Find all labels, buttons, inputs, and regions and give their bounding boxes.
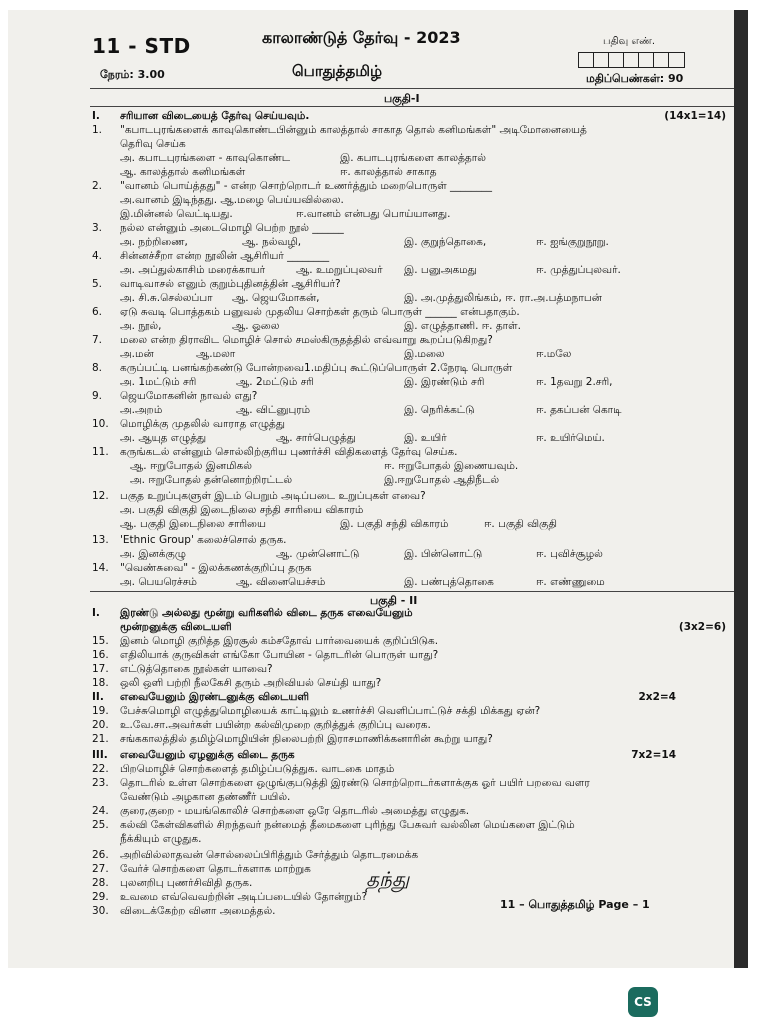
option: ஈ. 1தவறு 2.சரி, (536, 376, 613, 388)
option: இ. அ.முத்துலிங்கம், ஈ. ரா.அ.பத்மநாபன் (404, 292, 602, 304)
question: 14. "வெண்சுவை" - இலக்கணக்குறிப்பு தருக (92, 562, 312, 574)
option: ஈ. ஈறுபோதல் இணையவும். (384, 460, 519, 472)
question: 23. தொடரில் உள்ள சொற்களை ஒழுங்குபடுத்தி இரண்டு சொற்றொடர்களாக்குக ஓர் பயிர் பறவை வளர (92, 777, 590, 789)
question: 18. ஒலி ஒளி பற்றி நீலகேசி தரும் அறிவியல் செய்தி யாது? (92, 677, 382, 689)
exam-title: காலாண்டுத் தேர்வு - 2023 (262, 28, 461, 47)
question: 26. அறிவில்லாதவன் சொல்லைப்பிரித்தும் சேர்த்தும் தொடரமைக்க (92, 849, 419, 861)
question-text-continued: தெரிவு செய்க (120, 138, 186, 150)
option: ஆ. ஓலை (232, 320, 280, 332)
option: ஆ. ஜெயமோகன், (232, 292, 320, 304)
option: இ. உயிர் (404, 432, 447, 444)
section-instruction: I. இரண்டு அல்லது மூன்று வரிகளில் விடை தருக எவையேனும் (92, 607, 413, 619)
question: 8. கருப்பட்டி பனங்கற்கண்டு போன்றவை1.மதிப்பு கூட்டுப்பொருள் 2.நேரடி பொருள் (92, 362, 513, 374)
total-marks: மதிப்பெண்கள்: 90 (586, 72, 684, 85)
option: ஆ. நல்வழி, (242, 236, 302, 248)
option: அ.மன் (120, 348, 154, 360)
question: 13. 'Ethnic Group' கலைச்சொல் தருக. (92, 534, 287, 546)
option: இ. பண்புத்தொகை (404, 576, 494, 588)
register-number-label: பதிவு எண். (603, 36, 656, 47)
option: ஆ. சார்பெழுத்து (276, 432, 356, 444)
option: அ. ஈறுபோதல் தன்னொற்றிரட்டல் (130, 474, 293, 486)
question: 17. எட்டுத்தொகை நூல்கள் யாவை? (92, 663, 273, 675)
option: அ.வானம் இடிந்தது. ஆ.மழை பெய்யவில்லை. (120, 194, 344, 206)
header-divider (90, 88, 734, 89)
option: ஆ. விட்னுபுரம் (236, 404, 311, 416)
question: 5. வாடிவாசல் எனும் குறும்புதினத்தின் ஆசிரியர்? (92, 278, 341, 290)
question-text-continued: நீக்கியும் எழுதுக. (120, 833, 202, 845)
option: அ. ஆயுத எழுத்து (120, 432, 207, 444)
option: ஆ. வினையெச்சம் (236, 576, 326, 588)
option: ஈ.வானம் என்பது பொய்யானது. (296, 208, 451, 220)
option: அ. அப்துல்காசிம் மரைக்காயர் (120, 264, 266, 276)
option: அ. நற்றிணை, (120, 236, 188, 248)
question: 2. "வானம் பொய்த்தது" - என்ற சொற்றொடர் உணர்த்தும் மறைபொருள் ________ (92, 180, 493, 192)
option: அ. கபாடபுரங்களை - காவுகொண்ட (120, 152, 291, 164)
option: ஆ. பகுதி இடைநிலை சாரியை (120, 518, 266, 530)
part2-divider (90, 591, 734, 592)
question: 16. எதிலியாக் குருவிகள் எங்கோ போயின - தொடரின் பொருள் யாது? (92, 649, 439, 661)
option: ஆ. காலத்தால் கனிமங்கள் (120, 166, 246, 178)
section-instruction-continued: மூன்றனுக்கு விடையளி (3x2=6) (120, 621, 726, 633)
option: இ. பின்னொட்டு (404, 548, 483, 560)
question: 20. உ.வே.சா.அவர்கள் பயின்ற கல்விமுறை குறித்துக் குறிப்பு வரைக. (92, 719, 431, 731)
handwritten-signature: தந்து (366, 867, 410, 891)
question: 9. ஜெயமோகனின் நாவல் எது? (92, 390, 258, 402)
question: 24. குரை,குறை - மயங்கொலிச் சொற்களை ஒரே தொடரில் அமைத்து எழுதுக. (92, 805, 470, 817)
option: அ.அறம் (120, 404, 163, 416)
option: ஈ. தகப்பன் கொடி (536, 404, 622, 416)
part1-instruction: I. சரியான விடையைத் தேர்வு செய்யவும். (14x1=14) (92, 110, 726, 122)
option: ஈ. பகுதி விகுதி (484, 518, 557, 530)
option: இ.மலை (404, 348, 445, 360)
option: ஆ. 2மட்டும் சரி (236, 376, 314, 388)
option: இ. பகுதி சந்தி விகாரம் (340, 518, 449, 530)
question: 11. கருங்கடல் என்னும் சொல்லிற்குரிய புணர்ச்சி விதிகளைத் தேர்வு செய்க. (92, 446, 458, 458)
part1-heading: பகுதி-I (384, 92, 420, 105)
question: 28. புலனறிபு புணர்சிவிதி தருக. (92, 877, 253, 889)
question: 6. ஏடு சுவடி பொத்தகம் பனுவல் முதலிய சொற்கள் தரும் பொருள் ______ என்பதாகும். (92, 306, 520, 318)
page-shadow-edge (734, 10, 748, 968)
option: அ. பகுதி விகுதி இடைநிலை சந்தி சாரியை விகாரம் (120, 504, 364, 516)
option: இ. கபாடபுரங்களை காலத்தால் (340, 152, 486, 164)
question: 3. நல்ல என்னும் அடைமொழி பெற்ற நூல் ______ (92, 222, 344, 234)
question: 10. மொழிக்கு முதலில் வாராத எழுத்து (92, 418, 285, 430)
option: இ. பனுஅகமது (404, 264, 477, 276)
question: 1. "கபாடபுரங்களைக் காவுகொண்டபின்னும் காலத்தால் சாகாத தொல் கனிமங்கள்" அடிமோனையைத் (92, 124, 587, 136)
question: 12. பகுத உறுப்புகளுள் இடம் பெறும் அடிப்படை உறுப்புகள் எவை? (92, 490, 426, 502)
question: 21. சங்ககாலத்தில் தமிழ்மொழியின் நிலைபற்றி இராசமாணிக்கனாரின் கூற்று யாது? (92, 733, 493, 745)
question: 25. கல்வி கேள்விகளில் சிறந்தவர் நன்மைத் தீமைகளை புரிந்து பேசுவர் வல்லின மெய்களை இட்டும் (92, 819, 575, 831)
option: ஆ. ஈறுபோதல் இனமிகல் (130, 460, 252, 472)
option: ஈ. புவிச்சூழல் (536, 548, 603, 560)
option: இ. இரண்டும் சரி (404, 376, 485, 388)
part2-heading: பகுதி - II (370, 594, 418, 607)
section-instruction: II. எவையேனும் இரண்டனுக்கு விடையளி 2x2=4 (92, 691, 676, 703)
option: ஆ. உமறுப்புலவர் (296, 264, 383, 276)
question: 29. உவமை எவ்வெவற்றின் அடிப்படையில் தோன்றும்? (92, 891, 368, 903)
option: இ. குறுந்தொகை, (404, 236, 487, 248)
option: அ. இனக்குழு (120, 548, 186, 560)
question: 30. விடைக்கேற்ற வினா அமைத்தல். (92, 905, 276, 917)
option: ஈ. ஐங்குறுநூறு. (536, 236, 609, 248)
option: இ.ஈறுபோதல் ஆதிநீடல் (384, 474, 500, 486)
time-label: நேரம்: 3.00 (100, 68, 165, 81)
option: ஆ.மலா (196, 348, 236, 360)
option: ஆ. முன்னொட்டு (276, 548, 360, 560)
question: 27. வேர்ச் சொற்களை தொடர்களாக மாற்றுக (92, 863, 311, 875)
option: ஈ. உயிர்மெய். (536, 432, 605, 444)
question: 22. பிறமொழிச் சொற்களைத் தமிழ்ப்படுத்துக. வாடகை மாதம் (92, 763, 395, 775)
option: ஈ. முத்துப்புலவர். (536, 264, 621, 276)
question: 15. இனம் மொழி குறித்த இரசூல் கம்சதோவ் பார்வையைக் குறிப்பிடுக. (92, 635, 439, 647)
section-instruction: III. எவையேனும் ஏழனுக்கு விடை தருக 7x2=14 (92, 749, 676, 761)
option: அ. பெயரெச்சம் (120, 576, 198, 588)
subject-title: பொதுத்தமிழ் (292, 62, 383, 80)
option: ஈ. எண்ணுமை (536, 576, 605, 588)
register-number-boxes (578, 52, 685, 68)
question: 7. மலை என்ற திராவிட மொழிச் சொல் சமஸ்கிருதத்தில் எவ்வாறு கூறப்படுகிறது? (92, 334, 493, 346)
question-text-continued: வேண்டும் அழகான தண்ணீர் பயில். (120, 791, 291, 803)
option: இ. எழுத்தாணி. ஈ. தாள். (404, 320, 521, 332)
option: இ. நெரிக்கட்டு (404, 404, 475, 416)
option: ஈ. காலத்தால் சாகாத (340, 166, 437, 178)
page-footer: 11 – பொதுத்தமிழ் Page – 1 (500, 898, 650, 911)
question: 4. சின்னச்சீறா என்ற நூலின் ஆசிரியர் ________ (92, 250, 330, 262)
option: அ. நூல், (120, 320, 162, 332)
question: 19. பேச்சுமொழி எழுத்துமொழியைக் காட்டிலும் உணர்ச்சி வெளிப்பாட்டுச் சக்தி மிக்கது ஏன்? (92, 705, 541, 717)
class-label: 11 - STD (92, 34, 191, 58)
option: அ. சி.சு.செல்லப்பா (120, 292, 213, 304)
option: அ. 1மட்டும் சரி (120, 376, 197, 388)
option: ஈ.மலே (536, 348, 572, 360)
camscanner-badge: CS (628, 987, 658, 1017)
option: இ.மின்னல் வெட்டியது. (120, 208, 233, 220)
part1-divider (90, 106, 734, 107)
